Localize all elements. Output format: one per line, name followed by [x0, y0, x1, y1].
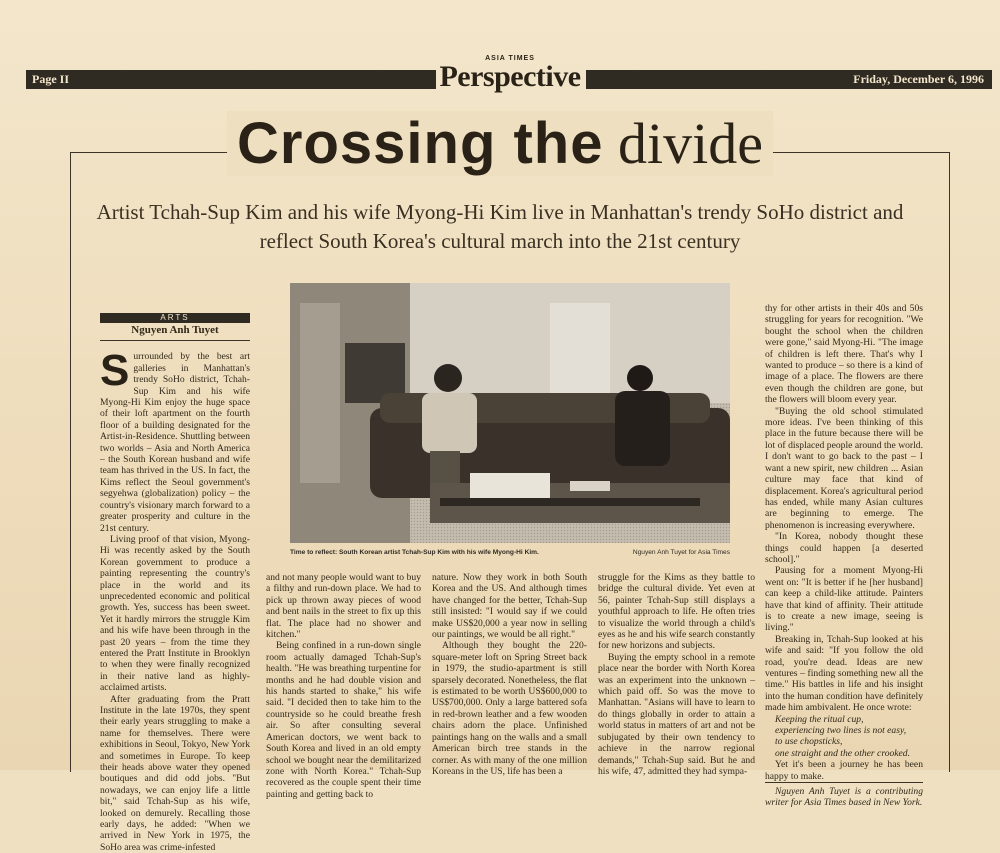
kicker: ARTS: [100, 313, 250, 323]
verse-line: Keeping the ritual cup,: [775, 713, 864, 725]
paragraph: Yet it's been a journey he has been happy to make.: [765, 759, 923, 782]
dropcap: S: [100, 346, 130, 396]
paragraph: Although they bought the 220-square-meter loft on Spring Street back in 1979, the studio-apartment is still sparsely decorated. Nonetheless, the flat is estimated to be worth US$600,000 to US$700,000. Only a large battered sofa in red-brown leather and a few wooden chairs adorn the place. Unfinished paintings hang on the walls and a small American birch tree stands in the corner. As with many of the one million Koreans in the US, life has been a: [432, 640, 587, 777]
deck: Artist Tchah-Sup Kim and his wife Myong-Hi Kim live in Manhattan's trendy SoHo district and reflect South Korea's cultural march into the 21st century: [96, 200, 904, 253]
verse-line: to use chopsticks,: [775, 736, 843, 748]
author-note: Nguyen Anh Tuyet is a contributing writer for Asia Times based in New York.: [765, 782, 923, 809]
column-5: [765, 303, 923, 809]
section-name: Perspective: [439, 60, 581, 93]
paragraph: and not many people would want to buy a filthy and run-down place. We had to pick up thrown away pieces of wood and bent nails in the street to fix up this flat. The place had no shower and kitchen.": [266, 572, 421, 641]
paragraph: nature. Now they work in both South Korea and the US. And although times have changed for the better, Tchah-Sup still insisted: "I would say if we could make US$20,000 a year now in selling our paintings, we would be all right.": [432, 572, 587, 641]
paragraph: Surrounded by the best art galleries in Manhattan's trendy SoHo district, Tchah-Sup Kim and his wife Myong-Hi Kim enjoy the huge space of their loft apartment on the fourth floor of a building designated for the Artist-in-Residence. Shuttling between two worlds – Asia and North America – the South Korean husband and wife team has thrived in the US. In fact, the Kims reflect the Seoul government's segyehwa (globalization) policy – the country's visionary march forward to a greater prosperity and culture in the 21st century.: [100, 346, 250, 534]
paragraph: Living proof of that vision, Myong-Hi was recently asked by the South Korean government to produce a painting representing the country's place in the world and its unprecedented economic and political growth. Yes, success has been sweet. Yet it hardly mirrors the struggle Kim and his wife have been through in the past 20 years – from the time they entered the Pratt Institute in Brooklyn to when they were finally recognized in their native land as highly-acclaimed artists.: [100, 533, 250, 694]
paragraph: "Buying the old school stimulated more ideas. I've been thinking of this place in the future because there will be lot of displaced people around the world. I don't want to go back to the past – I want a new spirit, new children ... Asian culture may face that kind of displacement. Korea's agricultural period has ended, while many Asian cultures are beginning to emerge. The phenomenon is increasing everywhere.: [765, 405, 923, 531]
headline-light: divide: [618, 111, 763, 176]
column-1: [100, 313, 250, 853]
article-photo: [290, 283, 730, 543]
paragraph: Buying the empty school in a remote place near the border with North Korea was an experiment into the unknown – which paid off. So was the move to Manhattan. "Asians will have to learn to do things globally in order to attain a world status in matters of art and not be subjugated by their own tendency to achieve in the narrow regional demands," Tchah-Sup said. But he and his wife, 47, admitted they had sympa-: [598, 651, 755, 777]
issue-date: Friday, December 6, 1996: [853, 72, 984, 86]
column-2: [266, 572, 421, 800]
paragraph: "In Korea, nobody thought these things could happen [a deserted school].": [765, 531, 923, 565]
headline-text: [227, 111, 773, 176]
photo-image: [290, 283, 730, 543]
photo-caption: Time to reflect: South Korean artist Tchah-Sup Kim with his wife Myong-Hi Kim.: [290, 549, 539, 556]
paragraph: Being confined in a run-down single room actually damaged Tchah-Sup's health. "He was breathing turpentine for months and he had double vision and his hands started to shake," his wife said. "I decided then to take him to the countryside so he could breathe fresh air. So after consulting several American doctors, we went back to South Korea and lived in an old empty school we bought near the demilitarized zone with North Korea." Tchah-Sup recovered as the couple spent their time painting and getting back to: [266, 640, 421, 800]
masthead-bar-right: [586, 70, 992, 89]
headline-bold: Crossing the: [237, 111, 604, 176]
paragraph: thy for other artists in their 40s and 50s struggling for years for recognition. "We bought the school when the children were gone," said Myong-Hi. "The image of children is left there. That's why I wanted to produce – so there is a kind of image of a place. The flowers are there even though the children are gone, but the flowers will bloom every year.: [765, 303, 923, 406]
column-4: [598, 572, 755, 777]
section-brand: [430, 55, 590, 92]
paragraph: Pausing for a moment Myong-Hi went on: "It is better if he [her husband] can keep a child-like attitude. Painters have that kind of affinity. Their attitude is to create a new image, seeing is living.": [765, 565, 923, 634]
photo-credit: Nguyen Anh Tuyet for Asia Times: [632, 549, 730, 556]
verse-line: one straight and the other crooked.: [775, 747, 911, 759]
verse-line: experiencing two lines is not easy,: [775, 725, 907, 737]
column-3: [432, 572, 587, 777]
paragraph: struggle for the Kims as they battle to bridge the cultural divide. Yet even at 56, painter Tchah-Sup still displays a youthful approach to life. He often tries to visualize the world through a child's eyes as he and his wife search constantly for new horizons and subjects.: [598, 572, 755, 652]
photo-caption-row: [290, 549, 730, 556]
brand-small: ASIA TIMES: [485, 55, 535, 62]
headline: [0, 112, 1000, 176]
paragraph: After graduating from the Pratt Institute in the late 1970s, they spent their early years struggling to make a name for themselves. There were exhibitions in Seoul, Tokyo, New York and sometimes in Europe. To keep their heads above water they opened boutiques and did odd jobs. "But nowadays, we can enjoy life a little bit," said Tchah-Sup as his wife, looked on demurely. Recalling those early days, he added: "When we arrived in New York in 1975, the SoHo area was crime-infested: [100, 693, 250, 853]
paragraph: Breaking in, Tchah-Sup looked at his wife and said: "If you follow the old road, you're dead. Ideas are new ventures – finding something new all the time." His battles in life and his insight into the human condition have definitely made him ambivalent. He once wrote:: [765, 633, 923, 714]
masthead-bar-left: [26, 70, 436, 89]
byline: Nguyen Anh Tuyet: [100, 325, 250, 341]
page-label: Page II: [32, 72, 69, 86]
